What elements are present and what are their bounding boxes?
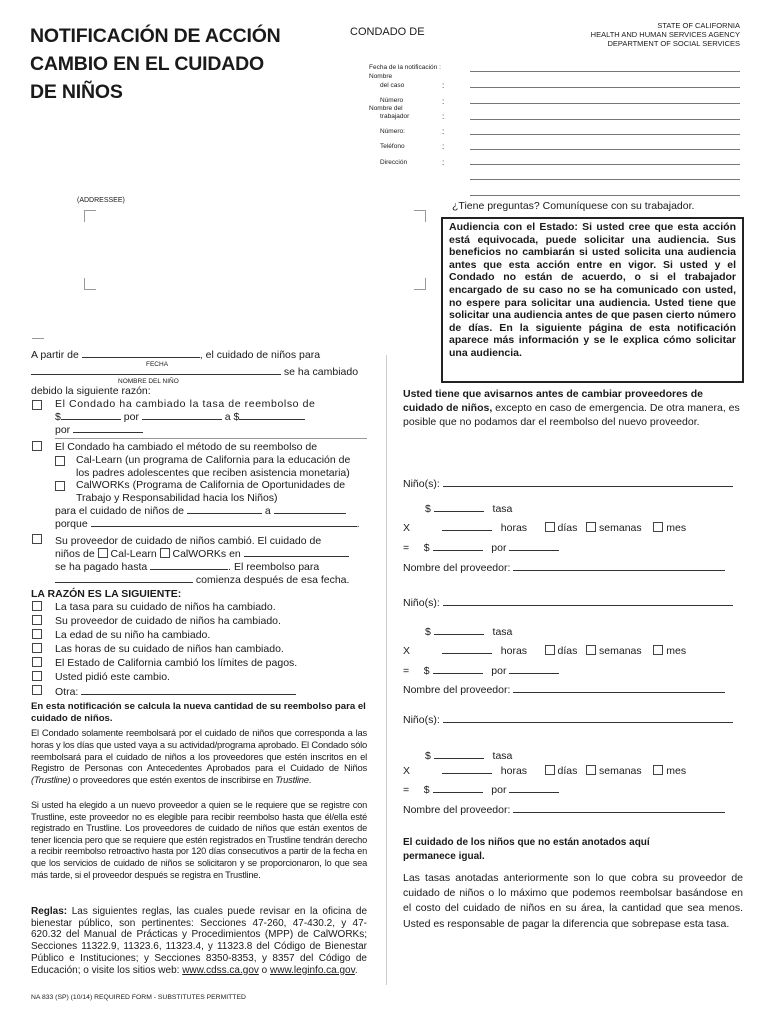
dias-checkbox-1[interactable]: [545, 522, 555, 532]
provider-change-line-4: comienza después de esa fecha.: [55, 574, 368, 588]
address-field-3[interactable]: [470, 195, 740, 196]
title-line-1: NOTIFICACIÓN DE ACCIÓN: [30, 25, 281, 47]
total-line-1: = $ por: [403, 542, 743, 554]
fecha-label: FECHA: [146, 361, 169, 368]
case-name-colon: :: [442, 81, 445, 90]
mes-checkbox-3[interactable]: [653, 765, 663, 775]
children-field-2[interactable]: [443, 605, 733, 606]
leginfo-link[interactable]: www.leginfo.ca.gov: [270, 964, 355, 976]
notice-date-field[interactable]: [470, 71, 740, 72]
phone-label: Teléfono: [380, 143, 405, 150]
addressee-label: (ADDRESSEE): [77, 197, 125, 204]
reason-rate: La tasa para su cuidado de niños ha cambiado.: [55, 601, 276, 613]
hours-field-2[interactable]: [442, 653, 492, 654]
hours-line-3: X horas días semanas mes: [403, 765, 687, 777]
total-field-1[interactable]: [433, 550, 483, 551]
county-label: CONDADO DE: [350, 26, 425, 38]
reason-provider: Su proveedor de cuidado de niños ha cambiado.: [55, 615, 281, 627]
total-field-2[interactable]: [433, 673, 483, 674]
reason-checkbox-limits[interactable]: [32, 657, 42, 667]
window-corner-tr: [414, 210, 426, 222]
effective-date-field[interactable]: [82, 357, 200, 358]
reason-heading: LA RAZÓN ES LA SIGUIENTE:: [31, 588, 182, 600]
number-label: Número:: [380, 128, 405, 135]
children-field-1[interactable]: [443, 486, 733, 487]
worker-label-3: trabajador: [380, 113, 410, 120]
hours-line-1: X horas días semanas mes: [403, 522, 687, 534]
method-because-field[interactable]: [91, 526, 357, 527]
method-because-line: porque .: [55, 518, 360, 530]
agency-line-3: DEPARTMENT OF SOCIAL SERVICES: [607, 39, 740, 48]
child-line-3: Niño(s):: [403, 714, 743, 726]
method-change-checkbox[interactable]: [32, 441, 42, 451]
worker-label-2: Nombre del: [369, 105, 403, 112]
hours-field-1[interactable]: [442, 530, 492, 531]
case-name-label-2: del caso: [380, 82, 405, 89]
reason-checkbox-age[interactable]: [32, 629, 42, 639]
worker-number-field[interactable]: [470, 103, 740, 104]
number-colon: :: [442, 127, 445, 136]
new-rate-field[interactable]: [239, 419, 305, 420]
case-name-label-1: Nombre: [369, 73, 393, 80]
notify-paragraph: Usted tiene que avisarnos antes de cambiar proveedores de cuidado de niños, excepto en caso de emergencia. De otra manera, es posible que no podamos dar el reembolso del nuevo proveedor.: [403, 388, 740, 428]
cal-learn-text-1: Cal-Learn (un programa de California para la educación de: [76, 454, 351, 466]
old-rate-field[interactable]: [61, 419, 121, 420]
reason-limits: El Estado de California cambió los límites de pagos.: [55, 657, 298, 669]
rate-line-1: $ tasa: [425, 503, 513, 515]
title-line-2: CAMBIO EN EL CUIDADO: [30, 53, 264, 75]
form-title: [30, 22, 320, 106]
calworks-text-2: Trabajo y Responsabilidad hacia los Niños): [76, 492, 278, 504]
debido-text: debido la siguiente razón:: [31, 385, 151, 397]
calc-heading: En esta notificación se calcula la nueva cantidad de su reembolso para el cuidado de niños.: [31, 701, 366, 724]
mes-checkbox-1[interactable]: [653, 522, 663, 532]
cdss-link[interactable]: www.cdss.ca.gov: [182, 964, 259, 976]
other-reason-field[interactable]: [81, 694, 296, 695]
provider-field-3[interactable]: [513, 812, 725, 813]
reason-checkbox-other[interactable]: [32, 685, 42, 695]
rate-change-amounts: $ por a $: [55, 411, 368, 425]
provider-change-line-2: niños de Cal-Learn CalWORKs en: [55, 548, 368, 562]
provider-change-line-3: se ha pagado hasta . El reembolso para: [55, 561, 320, 573]
address-field-2[interactable]: [470, 179, 740, 180]
semanas-checkbox-3[interactable]: [586, 765, 596, 775]
child-line-1: Niño(s):: [403, 478, 743, 490]
total-field-3[interactable]: [433, 792, 483, 793]
section-divider: [55, 438, 367, 439]
hours-line-2: X horas días semanas mes: [403, 645, 687, 657]
old-rate-unit-field[interactable]: [142, 419, 222, 420]
address-label: Dirección: [380, 159, 408, 166]
calworks-text-1: CalWORKs (Programa de California de Oportunidades de: [76, 479, 346, 491]
title-line-3: DE NIÑOS: [30, 81, 123, 103]
provider-line-2: Nombre del proveedor:: [403, 684, 743, 696]
method-change-text: El Condado ha cambiado el método de su reembolso de: [55, 441, 318, 453]
provider-line-3: Nombre del proveedor:: [403, 804, 743, 816]
reason-checkbox-hours[interactable]: [32, 643, 42, 653]
rate-field-1[interactable]: [434, 511, 484, 512]
dias-checkbox-3[interactable]: [545, 765, 555, 775]
provider-field-1[interactable]: [513, 570, 725, 571]
agency-line-1: STATE OF CALIFORNIA: [657, 21, 740, 30]
rate-line-3: $ tasa: [425, 750, 513, 762]
reason-checkbox-rate[interactable]: [32, 601, 42, 611]
hours-field-3[interactable]: [442, 773, 492, 774]
phone-field[interactable]: [470, 149, 740, 150]
child-name-label: NOMBRE DEL NIÑO: [118, 378, 179, 385]
provider-county-field[interactable]: [244, 556, 349, 557]
child-name-line: se ha cambiado: [31, 366, 367, 380]
reason-checkbox-provider[interactable]: [32, 615, 42, 625]
worker-number-colon: :: [442, 97, 445, 106]
calworks-checkbox[interactable]: [55, 481, 65, 491]
case-name-field[interactable]: [470, 87, 740, 88]
child-name-field[interactable]: [31, 374, 281, 375]
child-line-2: Niño(s):: [403, 597, 743, 609]
total-line-2: = $ por: [403, 665, 743, 677]
method-to-field[interactable]: [274, 513, 346, 514]
rate-line-2: $ tasa: [425, 626, 513, 638]
semanas-checkbox-2[interactable]: [586, 645, 596, 655]
provider-change-checkbox[interactable]: [32, 534, 42, 544]
reason-age: La edad de su niño ha cambiado.: [55, 629, 211, 641]
unlisted-paragraph: Las tasas anotadas anteriormente son lo que cobra su proveedor de cuidado de niños o lo máximo que podemos reembolsar basándose en el costo del cuidado de niños en su área, la cantidad que sea menos. Usted es responsable de pagar la diferencia que sobrepase esta tasa.: [403, 872, 743, 930]
rules-paragraph: Reglas: Las siguientes reglas, las cuales puede revisar en la oficina de bienestar público, son pertinentes: Secciones 47-260, 47-430.2, y 47-620.32 del Manual de Prácticas y Procedimientos (MPP) de CalWORKs; Secciones 11322.9, 11323.6, 11323.4, y 11323.8 del Código de Bienestar Público e Instituciones; y Secciones 8350-8353, y 8357 del Código de Educación; o visite los sitios web: www.cdss.ca.gov o www.leginfo.ca.gov.: [31, 906, 368, 976]
rate-field-3[interactable]: [434, 758, 484, 759]
rate-change-checkbox[interactable]: [32, 400, 42, 410]
provider-line-1: Nombre del proveedor:: [403, 562, 743, 574]
window-corner-br: [414, 278, 426, 290]
rate-change-por: por: [55, 424, 368, 438]
reason-hours: Las horas de su cuidado de niños han cambiado.: [55, 643, 284, 655]
agency-line-2: HEALTH AND HUMAN SERVICES AGENCY: [590, 30, 740, 39]
rate-field-2[interactable]: [434, 634, 484, 635]
total-line-3: = $ por: [403, 784, 743, 796]
column-divider: [386, 355, 387, 985]
address-field-1[interactable]: [470, 164, 740, 165]
reason-requested: Usted pidió este cambio.: [55, 671, 170, 683]
address-colon: :: [442, 158, 445, 167]
agency-block: [560, 21, 740, 48]
trustline-paragraph: El Condado solamente reembolsará por el cuidado de niños que corresponda a las horas y los días que usted vaya a su actividad/programa aprobado. El Condado sólo reembolsará para el cuidado de niños a los proveedores que estén inscritos en el Registro de Personas con Antecedentes Aprobados para el Cuidado de Niños (Trustline) o proveedores que estén exentos de inscribirse en Trustline.: [31, 727, 367, 786]
window-corner-bl: [84, 278, 96, 290]
cal-learn-text-2: los padres adolescentes que reciben asistencia monetaria): [76, 467, 350, 479]
paid-until-field[interactable]: [150, 569, 228, 570]
method-dates-line: para el cuidado de niños de a: [55, 505, 368, 519]
dias-checkbox-2[interactable]: [545, 645, 555, 655]
children-field-3[interactable]: [443, 722, 733, 723]
provider-field-2[interactable]: [513, 692, 725, 693]
per-field-2[interactable]: [509, 673, 559, 674]
effective-date-line: A partir de , el cuidado de niños para: [31, 349, 321, 361]
state-hearing-box: Audiencia con el Estado: Si usted cree que esta acción está equivocada, puede solicitar una audiencia. Sus beneficios no cambiarán si usted solicita una audiencia antes que esta acción entre en vigor. Si usted y el Condado no están de acuerdo, o si el trabajador encargado de su caso no se ha comunicado con usted, no espere para solicitar una audiencia. Usted tiene que solicitar una audiencia antes de que pasen cierto número de días. En la siguiente página de esta notificación aparece más información y se le explica cómo solicitar una audiencia.: [441, 217, 744, 383]
provider-name-field[interactable]: [55, 582, 193, 583]
method-from-field[interactable]: [187, 513, 262, 514]
number-field[interactable]: [470, 134, 740, 135]
worker-name-field[interactable]: [470, 119, 740, 120]
provider-change-text: Su proveedor de cuidado de niños cambió. El cuidado de: [55, 535, 322, 547]
questions-text: ¿Tiene preguntas? Comuníquese con su trabajador.: [452, 200, 695, 212]
provider-calworks-checkbox[interactable]: [160, 548, 170, 558]
reason-other-line: Otra:: [55, 686, 391, 700]
new-provider-paragraph: Si usted ha elegido a un nuevo proveedor a quien se le requiere que se registre con Trustline, este proveedor no es elegible para recibir reembolso hasta que él/ella esté registrado en Trustline. Los proveedores de cuidado de niños que están exentos de tener licencia pero que se requiere que estén registrados en Trustline tendrán derecho a recibir reembolso retroactivo hasta por 120 días consecutivos a partir de la fecha en que los servicios de cuidado de niños se solicitaron y se proporcionaron, lo que sea más tarde, si el proveedor después se registra en Trustline.: [31, 800, 367, 880]
unlisted-heading: El cuidado de los niños que no están anotados aquí permanece igual.: [403, 837, 650, 862]
per-field-3[interactable]: [509, 792, 559, 793]
new-rate-unit-field[interactable]: [73, 432, 143, 433]
mes-checkbox-2[interactable]: [653, 645, 663, 655]
form-footer: NA 833 (SP) (10/14) REQUIRED FORM - SUBSTITUTES PERMITTED: [31, 994, 246, 1001]
phone-colon: :: [442, 142, 445, 151]
worker-label-1: Número: [380, 97, 404, 104]
worker-name-colon: :: [442, 112, 445, 121]
semanas-checkbox-1[interactable]: [586, 522, 596, 532]
cal-learn-checkbox[interactable]: [55, 456, 65, 466]
per-field-1[interactable]: [509, 550, 559, 551]
rate-change-text: El Condado ha cambiado la tasa de reembolso de: [55, 398, 316, 410]
notice-date-label: Fecha de la notificación :: [369, 64, 441, 71]
fold-mark: [32, 338, 44, 339]
window-corner-tl: [84, 210, 96, 222]
provider-cal-learn-checkbox[interactable]: [98, 548, 108, 558]
reason-checkbox-requested[interactable]: [32, 671, 42, 681]
